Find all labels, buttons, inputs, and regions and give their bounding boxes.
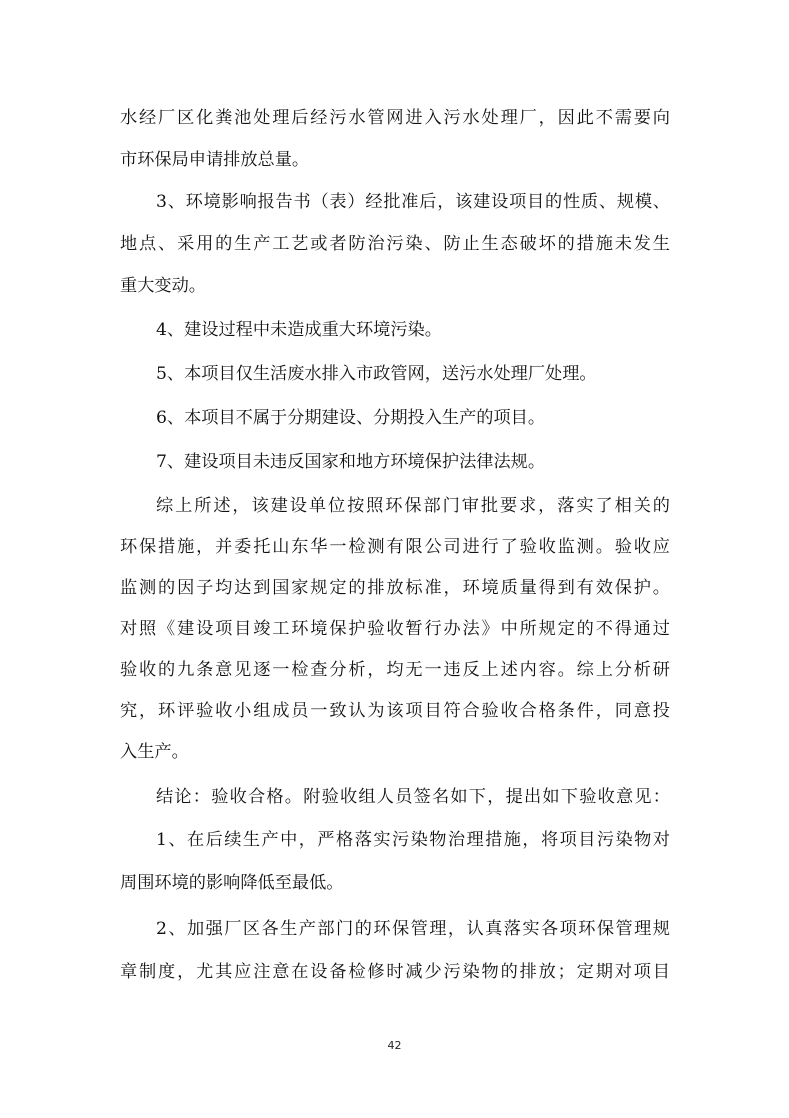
text-line: 4、建设过程中未造成重大环境污染。	[156, 320, 442, 340]
text-line: 对照《建设项目竣工环境保护验收暂行办法》中所规定的不得通过	[120, 619, 670, 639]
text-line: 章制度，尤其应注意在设备检修时减少污染物的排放；定期对项目	[120, 962, 670, 982]
text-line: 综上所述，该建设单位按照环保部门审批要求，落实了相关的	[156, 496, 670, 516]
text-line: 5、本项目仅生活废水排入市政管网，送污水处理厂处理。	[156, 364, 597, 384]
text-line: 1、在后续生产中，严格落实污染物治理措施，将项目污染物对	[156, 830, 670, 850]
text-line: 水经厂区化粪池处理后经污水管网进入污水处理厂，因此不需要向	[120, 108, 670, 128]
text-line: 验收的九条意见逐一检查分析，均无一违反上述内容。综上分析研	[120, 660, 670, 680]
text-line: 地点、采用的生产工艺或者防治污染、防止生态破坏的措施未发生	[120, 234, 670, 254]
text-line: 监测的因子均达到国家规定的排放标准，环境质量得到有效保护。	[120, 578, 670, 598]
text-line: 7、建设项目未违反国家和地方环境保护法律法规。	[156, 452, 546, 472]
text-line: 重大变动。	[120, 276, 206, 296]
text-line: 环保措施，并委托山东华一检测有限公司进行了验收监测。验收应	[120, 537, 670, 557]
text-line: 3、环境影响报告书（表）经批准后，该建设项目的性质、规模、	[156, 192, 670, 212]
text-line: 周围环境的影响降低至最低。	[120, 873, 344, 893]
text-line: 究，环评验收小组成员一致认为该项目符合验收合格条件，同意投	[120, 701, 670, 721]
text-line: 2、加强厂区各生产部门的环保管理，认真落实各项环保管理规	[156, 919, 670, 939]
text-line: 6、本项目不属于分期建设、分期投入生产的项目。	[156, 408, 546, 428]
text-line: 市环保局申请排放总量。	[120, 150, 310, 170]
text-line: 结论：验收合格。附验收组人员签名如下，提出如下验收意见：	[156, 787, 670, 807]
text-line: 入生产。	[120, 742, 189, 762]
page-number: 42	[387, 1039, 402, 1052]
